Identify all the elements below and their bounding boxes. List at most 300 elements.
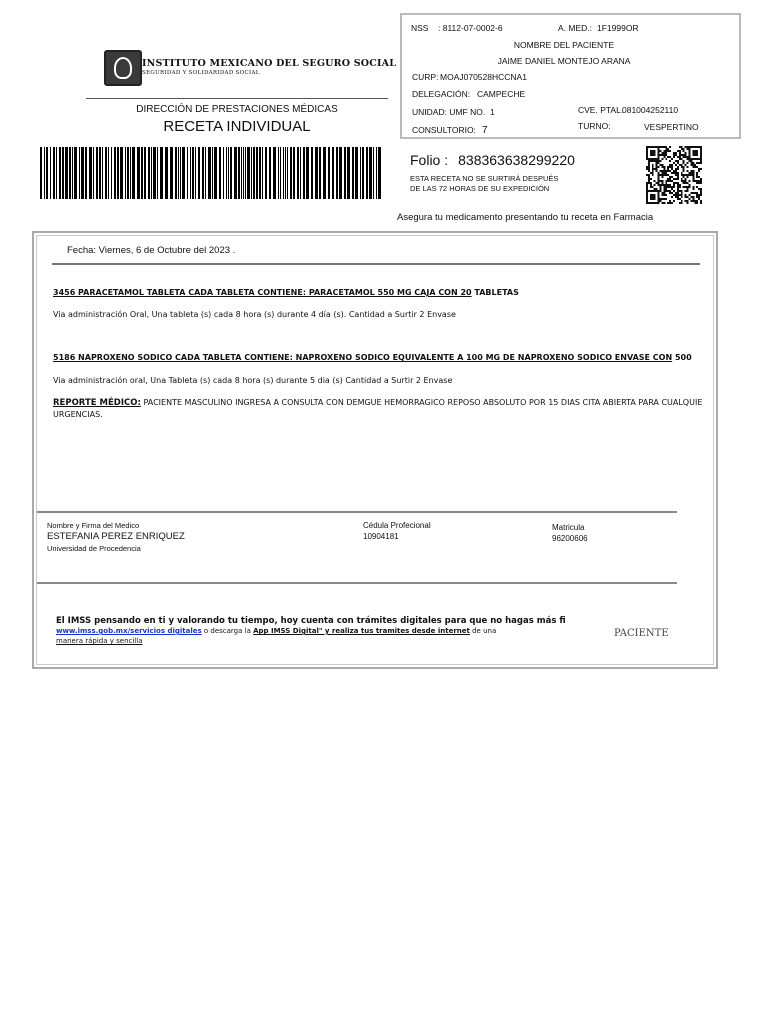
imss-digital-message: El IMSS pensando en ti y valorando tu tiempo, hoy cuenta con trámites digitales para que no hagas más fi <box>56 616 566 626</box>
qr-code <box>646 146 702 204</box>
qr-module <box>679 164 681 166</box>
qr-module <box>656 202 658 204</box>
qr-module <box>692 198 694 200</box>
qr-module <box>669 166 671 168</box>
qr-module <box>663 166 665 168</box>
qr-module <box>688 158 690 160</box>
qr-module <box>660 186 662 188</box>
qr-module <box>654 158 656 160</box>
barcode-bar <box>93 147 94 199</box>
barcode-bar <box>328 147 330 199</box>
barcode-bar <box>59 147 61 199</box>
qr-module <box>696 186 698 188</box>
qr-module <box>688 186 690 188</box>
qr-module <box>667 168 669 170</box>
qr-module <box>663 184 665 186</box>
qr-module <box>700 188 702 190</box>
qr-module <box>658 172 660 174</box>
qr-module <box>673 156 675 158</box>
qr-module <box>671 188 673 190</box>
qr-module <box>698 146 700 148</box>
qr-module <box>650 182 652 184</box>
qr-module <box>650 160 652 162</box>
expiry-warning-line2: DE LAS 72 HORAS DE SU EXPEDICIÓN <box>410 184 550 193</box>
medical-report-label: REPORTE MÉDICO: <box>53 398 141 408</box>
qr-module <box>665 194 667 196</box>
qr-module <box>685 146 687 148</box>
barcode-bar <box>278 147 279 199</box>
barcode-bar <box>114 147 116 199</box>
qr-module <box>677 168 679 170</box>
qr-module <box>675 172 677 174</box>
qr-module <box>675 174 677 176</box>
qr-module <box>663 202 665 204</box>
qr-module <box>700 178 702 180</box>
barcode-bar <box>153 147 156 199</box>
qr-module <box>654 146 656 148</box>
qr-module <box>669 178 671 180</box>
qr-module <box>696 196 698 198</box>
qr-module <box>685 180 687 182</box>
digital-services-line <box>56 627 496 635</box>
medication-2-title <box>53 353 692 362</box>
qr-module <box>652 194 654 196</box>
barcode-bar <box>125 147 126 199</box>
qr-module <box>683 162 685 164</box>
barcode-bar <box>234 147 237 199</box>
barcode-bar <box>283 147 284 199</box>
qr-module <box>673 184 675 186</box>
qr-module <box>694 164 696 166</box>
qr-module <box>652 152 654 154</box>
qr-module <box>650 172 652 174</box>
qr-module <box>690 162 692 164</box>
qr-module <box>692 174 694 176</box>
qr-module <box>661 152 663 154</box>
qr-module <box>661 164 663 166</box>
qr-module <box>648 202 650 204</box>
patient-name-label: NOMBRE DEL PACIENTE <box>513 40 615 50</box>
qr-module <box>646 148 648 150</box>
qr-module <box>683 182 685 184</box>
barcode-bar <box>373 147 374 199</box>
barcode-bar <box>187 147 188 199</box>
folio <box>410 152 575 168</box>
qr-module <box>654 190 656 192</box>
signature-bottom-divider <box>37 582 677 584</box>
qr-module <box>687 202 689 204</box>
qr-module <box>650 196 652 198</box>
barcode-bar <box>362 147 364 199</box>
qr-module <box>654 152 656 154</box>
qr-module <box>660 184 662 186</box>
qr-module <box>681 174 683 176</box>
qr-module <box>656 160 658 162</box>
qr-module <box>681 200 683 202</box>
date-divider <box>52 263 700 265</box>
qr-module <box>669 180 671 182</box>
matricula-value: 96200606 <box>552 534 588 543</box>
qr-module <box>688 146 690 148</box>
barcode-bar <box>293 147 295 199</box>
barcode-bar <box>303 147 305 199</box>
qr-module <box>656 158 658 160</box>
barcode-bar <box>265 147 267 199</box>
qr-module <box>660 150 662 152</box>
qr-module <box>700 146 702 148</box>
barcode-bar <box>228 147 229 199</box>
qr-module <box>654 160 656 162</box>
cve-label: CVE. PTAL. <box>578 105 624 115</box>
qr-module <box>648 174 650 176</box>
qr-module <box>687 186 689 188</box>
qr-module <box>646 182 648 184</box>
qr-module <box>685 164 687 166</box>
qr-module <box>671 168 673 170</box>
qr-module <box>654 180 656 182</box>
barcode-bar <box>369 147 372 199</box>
qr-module <box>650 194 652 196</box>
qr-module <box>652 146 654 148</box>
qr-module <box>665 172 667 174</box>
qr-module <box>671 166 673 168</box>
qr-module <box>696 182 698 184</box>
barcode-bar <box>192 147 194 199</box>
qr-module <box>658 180 660 182</box>
qr-module <box>692 196 694 198</box>
qr-module <box>690 170 692 172</box>
qr-module <box>656 182 658 184</box>
qr-module <box>673 178 675 180</box>
qr-module <box>679 158 681 160</box>
qr-module <box>658 146 660 148</box>
qr-module <box>687 146 689 148</box>
qr-module <box>658 160 660 162</box>
unidad-value: 1 <box>490 107 495 117</box>
cve-value: 081004252110 <box>622 105 679 115</box>
qr-module <box>677 156 679 158</box>
qr-module <box>646 196 648 198</box>
qr-module <box>677 182 679 184</box>
qr-module <box>656 168 658 170</box>
qr-module <box>698 158 700 160</box>
qr-module <box>650 154 652 156</box>
barcode-bar <box>311 147 313 199</box>
qr-module <box>687 166 689 168</box>
qr-module <box>646 166 648 168</box>
qr-module <box>663 170 665 172</box>
qr-module <box>658 198 660 200</box>
qr-module <box>700 162 702 164</box>
qr-module <box>665 148 667 150</box>
qr-module <box>661 154 663 156</box>
qr-module <box>663 146 665 148</box>
qr-module <box>658 184 660 186</box>
qr-module <box>658 176 660 178</box>
consultorio-label: CONSULTORIO: <box>412 125 476 135</box>
qr-module <box>673 182 675 184</box>
qr-module <box>656 188 658 190</box>
qr-module <box>696 192 698 194</box>
digital-services-line-2-text: manera rápida y sencilla <box>56 637 143 645</box>
qr-module <box>690 146 692 148</box>
barcode-bar <box>366 147 368 199</box>
barcode-bar <box>148 147 150 199</box>
qr-module <box>661 202 663 204</box>
barcode-bar <box>230 147 232 199</box>
qr-module <box>688 148 690 150</box>
medication-1-title-tail: TABLETAS <box>474 288 519 297</box>
qr-module <box>665 146 667 148</box>
signature-top-divider <box>37 511 677 513</box>
qr-module <box>696 176 698 178</box>
qr-module <box>671 176 673 178</box>
qr-module <box>646 194 648 196</box>
qr-module <box>654 188 656 190</box>
qr-module <box>677 196 679 198</box>
qr-module <box>683 180 685 182</box>
barcode-bar <box>108 147 109 199</box>
doctor-university-label: Universidad de Procedencia <box>47 544 141 553</box>
qr-module <box>673 152 675 154</box>
barcode-bar <box>180 147 181 199</box>
qr-module <box>654 154 656 156</box>
qr-module <box>658 158 660 160</box>
qr-module <box>700 152 702 154</box>
qr-module <box>679 150 681 152</box>
qr-module <box>700 180 702 182</box>
qr-module <box>685 186 687 188</box>
qr-module <box>646 158 648 160</box>
qr-module <box>648 176 650 178</box>
barcode-bar <box>223 147 224 199</box>
barcode-bar <box>137 147 140 199</box>
qr-module <box>677 166 679 168</box>
qr-module <box>658 194 660 196</box>
qr-module <box>648 166 650 168</box>
barcode-bar <box>53 147 55 199</box>
qr-module <box>660 200 662 202</box>
qr-module <box>646 186 648 188</box>
barcode-bar <box>96 147 98 199</box>
qr-module <box>673 170 675 172</box>
qr-module <box>683 168 685 170</box>
qr-module <box>696 166 698 168</box>
qr-module <box>690 160 692 162</box>
qr-module <box>665 188 667 190</box>
qr-module <box>688 172 690 174</box>
qr-module <box>667 166 669 168</box>
qr-module <box>696 158 698 160</box>
qr-module <box>663 168 665 170</box>
qr-module <box>675 154 677 156</box>
qr-module <box>683 156 685 158</box>
qr-module <box>681 154 683 156</box>
qr-module <box>663 172 665 174</box>
qr-module <box>700 156 702 158</box>
qr-module <box>656 162 658 164</box>
qr-module <box>648 146 650 148</box>
qr-module <box>652 170 654 172</box>
barcode-bar <box>190 147 191 199</box>
barcode-bar <box>352 147 354 199</box>
qr-module <box>698 182 700 184</box>
qr-module <box>669 160 671 162</box>
qr-module <box>679 156 681 158</box>
barcode-bar <box>141 147 143 199</box>
qr-module <box>654 168 656 170</box>
qr-module <box>669 186 671 188</box>
qr-module <box>660 170 662 172</box>
qr-module <box>683 166 685 168</box>
turno-label: TURNO: <box>578 121 611 131</box>
qr-module <box>677 198 679 200</box>
barcode-bar <box>256 147 258 199</box>
barcode-bar <box>132 147 135 199</box>
qr-module <box>667 150 669 152</box>
qr-module <box>681 196 683 198</box>
qr-module <box>652 164 654 166</box>
qr-module <box>700 168 702 170</box>
qr-module <box>681 172 683 174</box>
qr-module <box>679 198 681 200</box>
barcode-bar <box>175 147 177 199</box>
qr-module <box>700 182 702 184</box>
barcode-bar <box>247 147 250 199</box>
qr-module <box>646 198 648 200</box>
qr-module <box>677 192 679 194</box>
qr-module <box>681 194 683 196</box>
qr-module <box>658 190 660 192</box>
institution-tagline: SEGURIDAD Y SOLIDARIDAD SOCIAL <box>142 70 260 76</box>
qr-module <box>648 162 650 164</box>
qr-module <box>700 150 702 152</box>
pharmacy-notice: Asegura tu medicamento presentando tu receta en Farmacia <box>397 212 654 223</box>
qr-module <box>667 178 669 180</box>
qr-module <box>685 182 687 184</box>
qr-module <box>692 164 694 166</box>
qr-module <box>688 184 690 186</box>
qr-module <box>692 192 694 194</box>
barcode-bar <box>269 147 271 199</box>
qr-module <box>685 154 687 156</box>
doctor-name: ESTEFANIA PEREZ ENRIQUEZ <box>47 531 185 542</box>
qr-module <box>650 152 652 154</box>
barcode-bar <box>72 147 73 199</box>
delegacion-label: DELEGACIÓN: <box>412 89 471 99</box>
qr-module <box>679 202 681 204</box>
qr-module <box>661 166 663 168</box>
qr-module <box>673 194 675 196</box>
qr-module <box>694 152 696 154</box>
barcode-bar <box>50 147 51 199</box>
qr-module <box>687 182 689 184</box>
qr-module <box>646 168 648 170</box>
qr-module <box>685 156 687 158</box>
qr-module <box>646 190 648 192</box>
expiry-warning <box>410 174 590 194</box>
qr-module <box>650 186 652 188</box>
qr-module <box>675 178 677 180</box>
qr-module <box>692 186 694 188</box>
qr-module <box>700 190 702 192</box>
qr-module <box>660 154 662 156</box>
qr-module <box>677 162 679 164</box>
qr-module <box>698 176 700 178</box>
medication-1-name: 3456 PARACETAMOL TABLETA CADA TABLETA CONTIENE: PARACETAMOL 550 MG CAJA CON 20 <box>53 288 472 297</box>
qr-module <box>690 196 692 198</box>
medication-2-instructions: Via administración oral, Una Tableta (s) cada 8 hora (s) durante 5 dia (s) Cantidad a Surtir 2 Envase <box>53 376 453 385</box>
qr-module <box>661 146 663 148</box>
qr-module <box>687 196 689 198</box>
qr-module <box>656 190 658 192</box>
barcode-bar <box>219 147 221 199</box>
qr-module <box>677 178 679 180</box>
qr-module <box>694 146 696 148</box>
barcode-bar <box>226 147 227 199</box>
barcode-bar <box>198 147 200 199</box>
qr-module <box>658 156 660 158</box>
qr-module <box>692 180 694 182</box>
barcode-bar <box>273 147 276 199</box>
barcode-bar <box>69 147 71 199</box>
qr-module <box>661 170 663 172</box>
qr-module <box>694 202 696 204</box>
qr-module <box>681 192 683 194</box>
qr-module <box>692 188 694 190</box>
qr-module <box>669 202 671 204</box>
qr-module <box>692 172 694 174</box>
qr-module <box>677 194 679 196</box>
qr-module <box>675 164 677 166</box>
barcode-bar <box>290 147 292 199</box>
barcode-bar <box>245 147 246 199</box>
barcode-bar <box>89 147 92 199</box>
qr-module <box>681 190 683 192</box>
qr-module <box>677 190 679 192</box>
qr-module <box>700 148 702 150</box>
qr-module <box>665 190 667 192</box>
qr-module <box>648 160 650 162</box>
barcode-bar <box>347 147 350 199</box>
qr-module <box>665 180 667 182</box>
qr-module <box>654 196 656 198</box>
qr-module <box>660 188 662 190</box>
qr-module <box>671 202 673 204</box>
qr-module <box>652 198 654 200</box>
qr-module <box>658 178 660 180</box>
qr-module <box>681 202 683 204</box>
qr-module <box>658 148 660 150</box>
qr-module <box>685 200 687 202</box>
qr-module <box>646 188 648 190</box>
page-title: RECETA INDIVIDUAL <box>163 118 311 135</box>
qr-module <box>650 198 652 200</box>
qr-module <box>681 146 683 148</box>
qr-module <box>652 174 654 176</box>
barcode-bar <box>259 147 261 199</box>
qr-module <box>665 152 667 154</box>
qr-module <box>675 170 677 172</box>
medication-1-instructions: Via administración Oral, Una tableta (s) cada 8 hora (s) durante 4 día (s). Cantidad a Surtir 2 Envase <box>53 310 456 319</box>
qr-module <box>654 198 656 200</box>
imss-services-link[interactable]: www.imss.gob.mx/servicios digitales <box>56 627 202 635</box>
qr-module <box>654 194 656 196</box>
qr-module <box>667 190 669 192</box>
barcode-bar <box>208 147 211 199</box>
qr-module <box>663 194 665 196</box>
qr-module <box>698 180 700 182</box>
